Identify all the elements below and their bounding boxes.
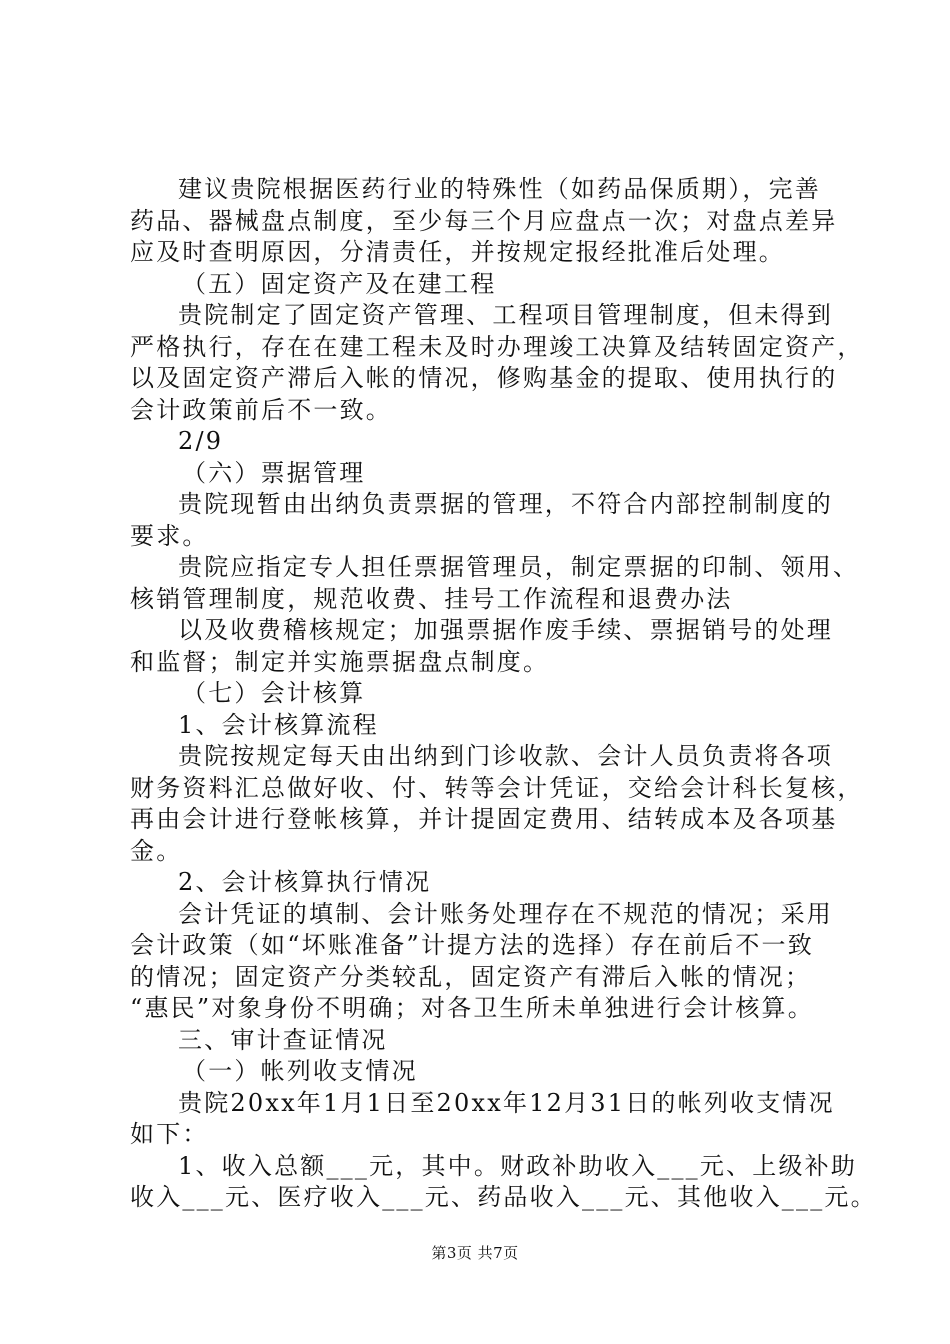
- page-footer: 第3页 共7页: [431, 1244, 519, 1262]
- paragraph-line: 严格执行，存在在建工程未及时办理竣工决算及结转固定资产，: [130, 332, 864, 361]
- page-marker: 2/9: [178, 427, 224, 455]
- section-heading: （五）固定资产及在建工程: [182, 269, 497, 298]
- section-heading: （六）票据管理: [182, 458, 366, 487]
- paragraph-line: 贵院制定了固定资产管理、工程项目管理制度，但未得到: [178, 301, 833, 329]
- paragraph-line: 再由会计进行登帐核算，并计提固定费用、结转成本及各项基: [130, 805, 838, 833]
- paragraph-line: 以及收费稽核规定；加强票据作废手续、票据销号的处理: [178, 616, 833, 644]
- paragraph-line: 会计政策前后不一致。: [130, 395, 392, 424]
- paragraph-line: 以及固定资产滞后入帐的情况，修购基金的提取、使用执行的: [130, 364, 838, 392]
- paragraph-line: 收入___元、医疗收入___元、药品收入___元、其他收入___元。: [130, 1183, 877, 1211]
- paragraph-line: 财务资料汇总做好收、付、转等会计凭证，交给会计科长复核，: [130, 773, 864, 802]
- paragraph-line: 核销管理制度，规范收费、挂号工作流程和退费办法: [130, 584, 733, 613]
- paragraph-line: 应及时查明原因，分清责任，并按规定报经批准后处理。: [130, 238, 785, 266]
- paragraph-line: 药品、器械盘点制度，至少每三个月应盘点一次；对盘点差异: [130, 206, 838, 235]
- paragraph-line: 和监督；制定并实施票据盘点制度。: [130, 647, 550, 676]
- paragraph-line: “惠民”对象身份不明确；对各卫生所未单独进行会计核算。: [130, 994, 814, 1022]
- document-body: [130, 174, 877, 1214]
- paragraph-line: 贵院20xx年1月1日至20xx年12月31日的帐列收支情况: [178, 1088, 835, 1117]
- paragraph-line: 金。: [130, 836, 183, 865]
- paragraph-line: 如下：: [130, 1120, 209, 1148]
- paragraph-line: 会计凭证的填制、会计账务处理存在不规范的情况；采用: [178, 899, 833, 928]
- section-heading: （七）会计核算: [182, 679, 366, 707]
- subsection-heading: 1、会计核算流程: [178, 710, 379, 739]
- section-heading: 三、审计查证情况: [178, 1025, 388, 1054]
- paragraph-line: 的情况；固定资产分类较乱，固定资产有滞后入帐的情况；: [130, 962, 812, 991]
- section-heading: （一）帐列收支情况: [182, 1057, 418, 1085]
- paragraph-line: 要求。: [130, 521, 209, 550]
- subsection-heading: 2、会计核算执行情况: [178, 868, 432, 896]
- paragraph-line: 会计政策（如“坏账准备”计提方法的选择）存在前后不一致: [130, 931, 814, 959]
- paragraph-line: 贵院按规定每天由出纳到门诊收款、会计人员负责将各项: [178, 742, 833, 770]
- paragraph-line: 贵院现暂由出纳负责票据的管理，不符合内部控制制度的: [178, 490, 833, 518]
- paragraph-line: 建议贵院根据医药行业的特殊性（如药品保质期），完善: [178, 175, 821, 203]
- paragraph-line: 1、收入总额___元，其中。财政补助收入___元、上级补助: [178, 1151, 858, 1180]
- paragraph-line: 贵院应指定专人担任票据管理员，制定票据的印制、领用、: [178, 553, 860, 581]
